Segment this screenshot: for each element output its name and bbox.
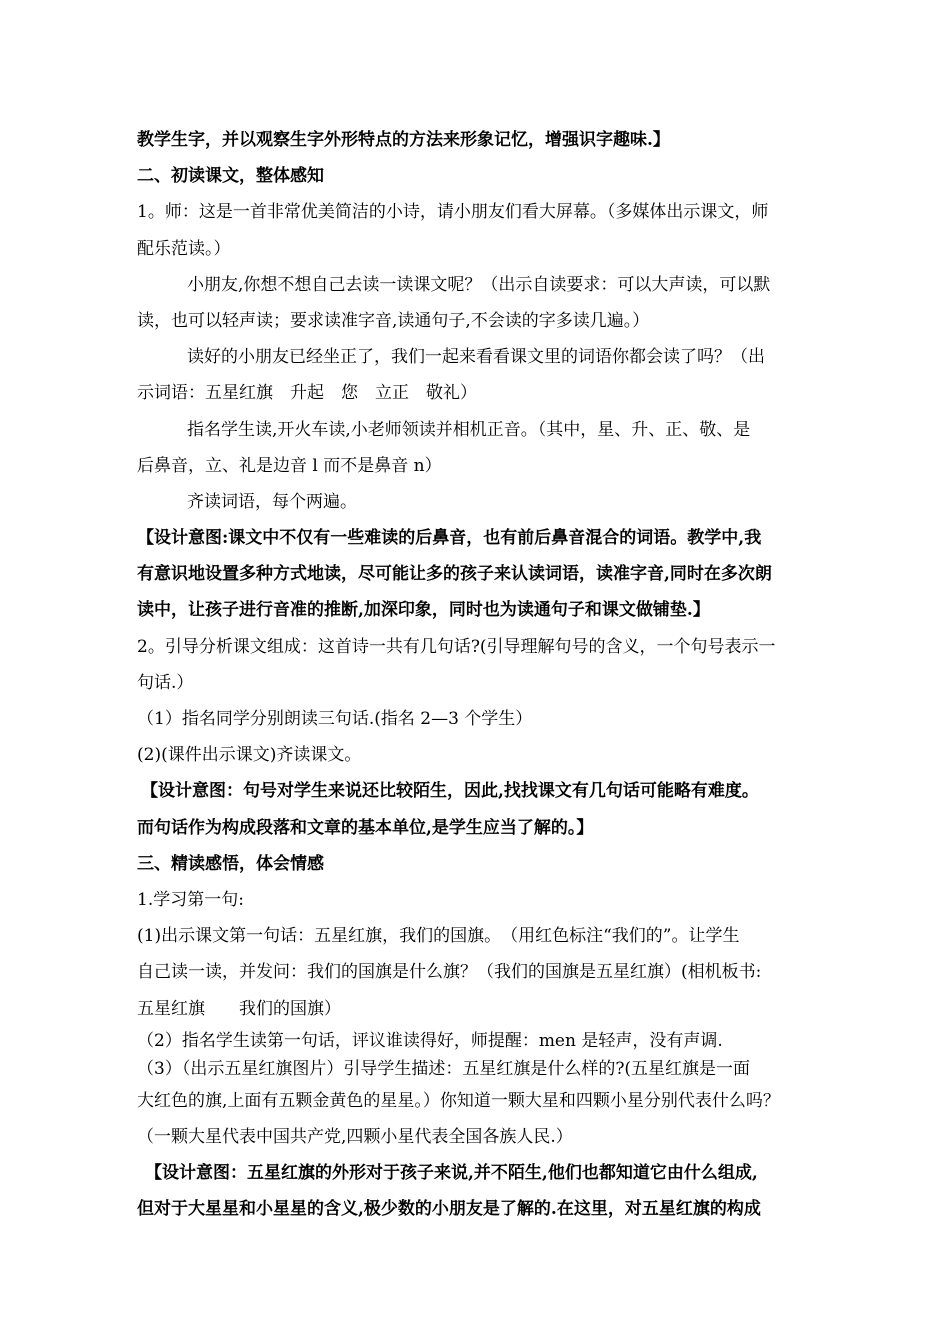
design-intent-line: 【设计意图：句号对学生来说还比较陌生，因此,找找课文有几句话可能略有难度。	[141, 781, 759, 802]
text-line: 小朋友,你想不想自己去读一读课文呢？（出示自读要求：可以大声读，可以默	[187, 274, 771, 295]
design-intent-line: 【设计意图：五星红旗的外形对于孩子来说,并不陌生,他们也都知道它由什么组成,	[145, 1163, 758, 1184]
text-line: 1。师：这是一首非常优美简洁的小诗，请小朋友们看大屏幕。（多媒体出示课文，师	[137, 202, 769, 223]
section-heading: 三、精读感悟，体会情感	[137, 853, 324, 874]
document-page	[137, 122, 863, 1227]
section-heading: 二、初读课文，整体感知	[137, 166, 324, 187]
text-line: 配乐范读。）	[137, 238, 231, 259]
text-line: 句话.）	[137, 672, 194, 693]
text-line: 教学生字，并以观察生字外形特点的方法来形象记忆，增强识字趣味.】	[137, 130, 670, 150]
text-line: 示词语：五星红旗 升起 您 立正 敬礼）	[137, 383, 477, 404]
text-line: 大红色的旗,上面有五颗金黄色的星星。）你知道一颗大星和四颗小星分别代表什么吗？	[137, 1090, 780, 1111]
design-intent-line: 【设计意图:课文中不仅有一些难读的后鼻音，也有前后鼻音混合的词语。教学中,我	[137, 528, 762, 549]
text-line: （一颗大星代表中国共产党,四颗小星代表全国各族人民.）	[137, 1126, 573, 1147]
design-intent-line: 但对于大星星和小星星的含义,极少数的小朋友是了解的.在这里，对五星红旗的构成	[137, 1199, 761, 1220]
design-intent-line: 而句话作为构成段落和文章的基本单位,是学生应当了解的。】	[137, 817, 594, 838]
text-line: 自己读一读，并发问：我们的国旗是什么旗？（我们的国旗是五星红旗）(相机板书:	[137, 962, 762, 983]
text-line: 齐读词语，每个两遍。	[187, 491, 357, 512]
text-line: （3）（出示五星红旗图片）引导学生描述：五星红旗是什么样的?(五星红旗是一面	[137, 1058, 751, 1079]
text-line: （2）指名学生读第一句话，评议谁读得好，师提醒：men 是轻声，没有声调.	[137, 1030, 723, 1051]
text-line: 读好的小朋友已经坐正了，我们一起来看看课文里的词语你都会读了吗？（出	[187, 347, 765, 368]
text-line: 1.学习第一句:	[137, 889, 244, 910]
text-line: (1)出示课文第一句话：五星红旗，我们的国旗。 （用红色标注“我们的”。让学生	[137, 926, 740, 947]
text-line: (2)(课件出示课文)齐读课文。	[137, 745, 362, 766]
design-intent-line: 有意识地设置多种方式地读，尽可能让多的孩子来认读词语，读准字音,同时在多次朗	[137, 564, 772, 585]
text-line: 五星红旗 我们的国旗）	[137, 998, 341, 1019]
text-line: 后鼻音，立、礼是边音 l 而不是鼻音 n）	[137, 455, 442, 476]
text-line: （1）指名同学分别朗读三句话.(指名 2—3 个学生）	[137, 709, 533, 729]
design-intent-line: 读中，让孩子进行音准的推断,加深印象，同时也为读通句子和课文做铺垫.】	[137, 600, 710, 621]
text-line: 读，也可以轻声读；要求读准字音,读通句子,不会读的字多读几遍。）	[137, 310, 650, 331]
text-line: 2。引导分析课文组成：这首诗一共有几句话?(引导理解句号的含义，一个句号表示一	[137, 636, 776, 657]
text-line: 指名学生读,开火车读,小老师领读并相机正音。（其中，星、升、正、敬、是	[187, 419, 751, 440]
